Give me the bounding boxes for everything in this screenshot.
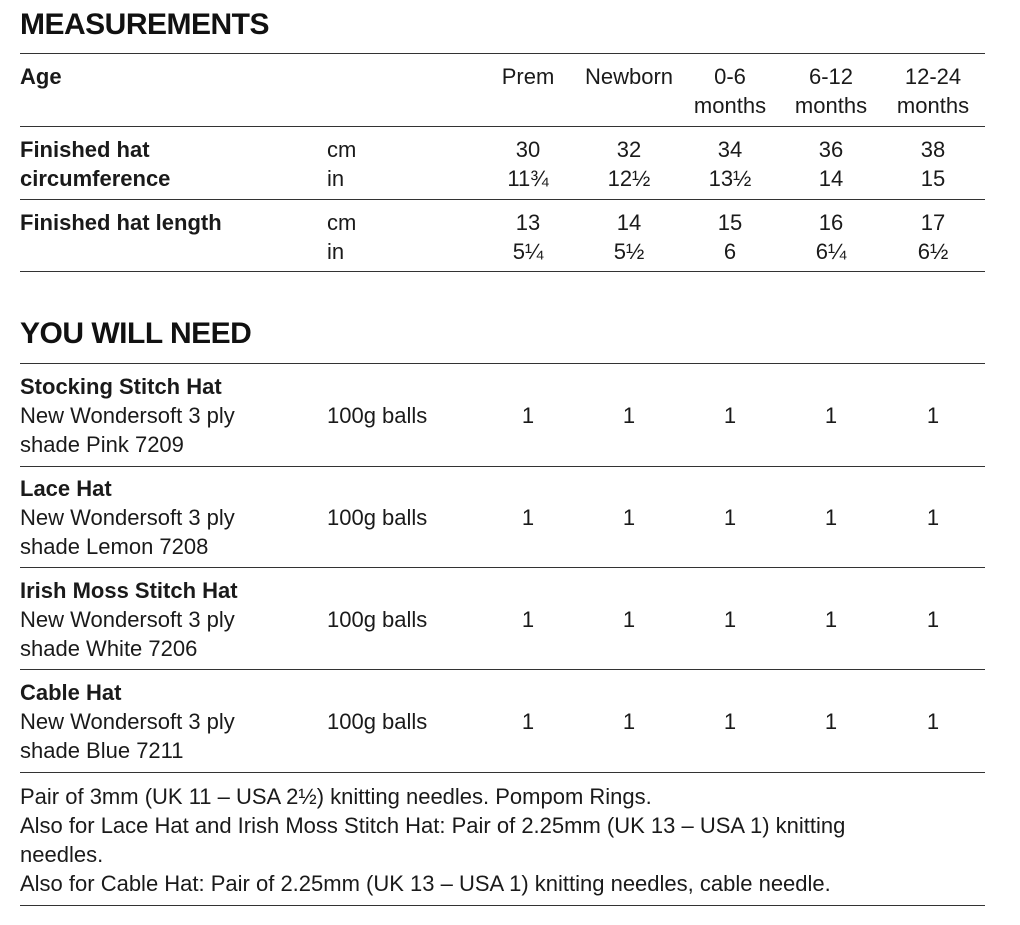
yarn-qty: 1 bbox=[622, 709, 636, 734]
needles-notes bbox=[20, 782, 985, 898]
hat-name: Lace Hat bbox=[20, 476, 112, 501]
length-units: cm in bbox=[327, 210, 357, 264]
circumference-units: cm in bbox=[327, 137, 357, 191]
yarn-unit: 100g balls bbox=[327, 403, 428, 428]
divider bbox=[20, 363, 985, 364]
yarn-qty: 1 bbox=[521, 607, 535, 632]
yarn-qty: 1 bbox=[622, 607, 636, 632]
yarn-item-description: Stocking Stitch Hat New Wondersoft 3 ply shade Pink 7209 bbox=[20, 372, 320, 459]
yarn-item-description: Cable Hat New Wondersoft 3 ply shade Blue 7211 bbox=[20, 678, 320, 765]
age-0-6: 0-6 months bbox=[693, 64, 767, 118]
yarn-qty: 1 bbox=[521, 709, 535, 734]
hat-name: Cable Hat bbox=[20, 680, 122, 705]
divider bbox=[20, 567, 985, 568]
you-will-need-heading: YOU WILL NEED bbox=[20, 317, 252, 350]
note-line: Pair of 3mm (UK 11 – USA 2½) knitting needles. Pompom Rings. bbox=[20, 784, 652, 809]
circumference-value: 38 15 bbox=[920, 137, 946, 191]
length-value: 14 5½ bbox=[613, 210, 645, 264]
divider bbox=[20, 905, 985, 906]
note-line: needles. bbox=[20, 842, 104, 867]
yarn-qty: 1 bbox=[622, 403, 636, 428]
circumference-value: 36 14 bbox=[818, 137, 844, 191]
divider bbox=[20, 53, 985, 54]
yarn-unit: 100g balls bbox=[327, 607, 428, 632]
age-6-12: 6-12 months bbox=[794, 64, 868, 118]
age-12-24: 12-24 months bbox=[896, 64, 970, 118]
divider bbox=[20, 271, 985, 272]
note-line: Also for Cable Hat: Pair of 2.25mm (UK 13 – USA 1) knitting needles, cable needle. bbox=[20, 871, 831, 896]
divider bbox=[20, 669, 985, 670]
yarn-qty: 1 bbox=[723, 607, 737, 632]
length-label: Finished hat length bbox=[20, 210, 222, 235]
length-value: 16 6¼ bbox=[815, 210, 847, 264]
yarn-qty: 1 bbox=[824, 709, 838, 734]
yarn-qty: 1 bbox=[824, 505, 838, 530]
yarn-qty: 1 bbox=[521, 403, 535, 428]
yarn-unit: 100g balls bbox=[327, 709, 428, 734]
hat-name: Stocking Stitch Hat bbox=[20, 374, 222, 399]
length-value: 17 6½ bbox=[917, 210, 949, 264]
yarn-item-description: Irish Moss Stitch Hat New Wondersoft 3 ply shade White 7206 bbox=[20, 576, 320, 663]
circumference-value: 34 13½ bbox=[708, 137, 752, 191]
yarn-qty: 1 bbox=[926, 709, 940, 734]
yarn-qty: 1 bbox=[723, 709, 737, 734]
divider bbox=[20, 126, 985, 127]
yarn-qty: 1 bbox=[723, 505, 737, 530]
yarn-item-description: Lace Hat New Wondersoft 3 ply shade Lemon 7208 bbox=[20, 474, 320, 561]
yarn-qty: 1 bbox=[622, 505, 636, 530]
yarn-unit: 100g balls bbox=[327, 505, 428, 530]
yarn-qty: 1 bbox=[824, 403, 838, 428]
divider bbox=[20, 466, 985, 467]
yarn-qty: 1 bbox=[521, 505, 535, 530]
yarn-qty: 1 bbox=[824, 607, 838, 632]
length-value: 15 6 bbox=[717, 210, 743, 264]
divider bbox=[20, 772, 985, 773]
circumference-value: 32 12½ bbox=[607, 137, 651, 191]
hat-name: Irish Moss Stitch Hat bbox=[20, 578, 238, 603]
age-newborn: Newborn bbox=[584, 64, 674, 89]
age-prem: Prem bbox=[501, 64, 555, 89]
yarn-qty: 1 bbox=[926, 505, 940, 530]
measurements-heading: MEASUREMENTS bbox=[20, 8, 270, 41]
length-value: 13 5¼ bbox=[512, 210, 544, 264]
yarn-qty: 1 bbox=[926, 403, 940, 428]
yarn-qty: 1 bbox=[926, 607, 940, 632]
age-label: Age bbox=[20, 64, 62, 89]
yarn-qty: 1 bbox=[723, 403, 737, 428]
note-line: Also for Lace Hat and Irish Moss Stitch Hat: Pair of 2.25mm (UK 13 – USA 1) knitting bbox=[20, 813, 846, 838]
circumference-label: Finished hat circumference bbox=[20, 137, 171, 191]
circumference-value: 30 11¾ bbox=[507, 137, 549, 191]
divider bbox=[20, 199, 985, 200]
